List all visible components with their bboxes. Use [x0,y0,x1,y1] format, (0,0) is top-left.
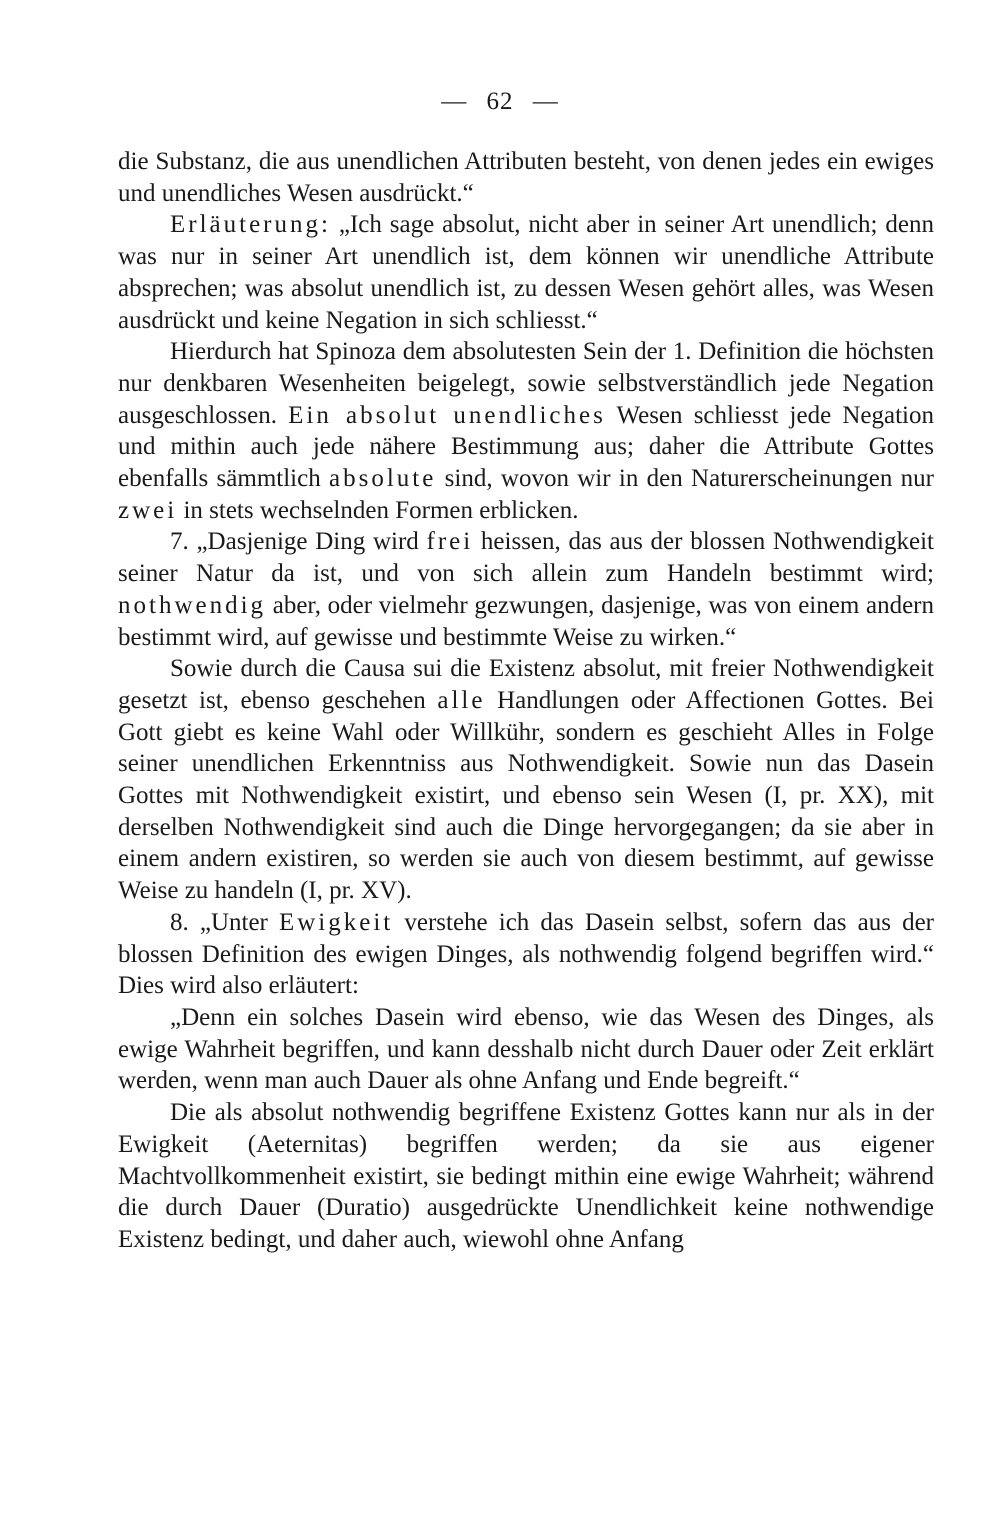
text-run: 7. „Dasjenige Ding wird [170,528,427,556]
text-run: die Substanz, die aus unendlichen Attributen besteht, von denen jedes ein ewiges und unendliches Wesen ausdrückt.“ [118,148,934,207]
text-run: Sowie durch die Causa sui die Existenz absolut, mit freier Nothwendigkeit gesetzt ist, ebenso geschehen [118,655,934,714]
text-run: sind, wovon wir in den Naturerscheinungen nur [436,465,934,493]
text-run: „Ich sage absolut, nicht aber in seiner Art unendlich; denn was nur in seiner Art unendlich ist, dem können wir unendliche Attribute absprechen; was absolut unendlich ist, zu dessen Wesen gehört alles, was Wesen ausdrückt und keine Negation in sich schliesst.“ [118,211,934,334]
paragraph [118,907,934,1002]
body-text [118,146,934,1256]
text-run: Wesen schliesst jede Negation und mithin auch jede nähere Bestimmung aus; daher die Attribute Gottes ebenfalls sämmtlich [118,401,934,493]
paragraph [118,209,934,336]
text-run: Die als absolut nothwendig begriffene Existenz Gottes kann nur als in der Ewigkeit (Aeternitas) begriffen werden; da sie aus eigener Machtvollkommenheit existirt, sie bedingt mithin eine ewige Wahrheit; während die durch Dauer (Duratio) ausgedrückte Unendlichkeit keine nothwendige Existenz bedingt, und daher auch, wiewohl ohne Anfang [118,1099,934,1253]
paragraph [118,336,934,526]
text-run: heissen, das aus der blossen Nothwendigkeit seiner Natur da ist, und von sich allein zum Handeln bestimmt wird; [118,528,934,588]
spaced-term: nothwendig [118,591,267,619]
text-run: in stets wechselnden Formen erblicken. [177,496,579,524]
text-run: „Denn ein solches Dasein wird ebenso, wie das Wesen des Dinges, als ewige Wahrheit begriffen, und kann desshalb nicht durch Dauer oder Zeit erklärt werden, wenn man auch Dauer als ohne Anfang und Ende begreift.“ [118,1003,934,1095]
paragraph [118,653,934,907]
text-run: aber, oder vielmehr gezwungen, dasjenige, was von einem andern bestimmt wird, auf gewisse und bestimmte Weise zu wirken.“ [118,591,934,651]
paragraph [118,146,934,209]
text-run: Hierdurch hat Spinoza dem absolutesten Sein der 1. Definition die höchsten nur denkbaren Wesenheiten beigelegt, sowie selbstverständlich jede Negation ausgeschlossen. [118,338,934,429]
spaced-term: absolute [329,465,437,493]
spaced-term: Ewigkeit [278,908,394,936]
paragraph [118,1097,934,1256]
paragraph [118,1002,934,1097]
text-run: 8. „Unter [170,908,279,936]
text-run: Handlungen oder Affectionen Gottes. Bei Gott giebt es keine Wahl oder Willkühr, sondern es geschieht Alles in Folge seiner unendlichen Erkenntniss aus Nothwendigkeit. Sowie nun das Dasein Gottes mit Nothwendigkeit existirt, und ebenso sein Wesen (I, pr. XX), mit derselben Nothwendigkeit sind auch die Dinge hervorgegangen; da sie aber in einem andern existiren, so werden sie auch von diesem bestimmt, auf gewisse Weise zu handeln (I, pr. XV). [118,686,934,905]
spaced-term: Erläuterung: [170,211,331,239]
spaced-term: alle [437,686,486,714]
spaced-term: frei [426,528,474,556]
text-run: verstehe ich das Dasein selbst, sofern das aus der blossen Definition des ewigen Dinges, als nothwendig folgend begriffen wird.“ Dies wird also erläutert: [118,908,934,1000]
paragraph [118,526,934,653]
page-number: — 62 — [441,88,559,115]
spaced-term: Ein absolut unendliches [288,401,606,429]
spaced-term: zwei [118,496,178,524]
